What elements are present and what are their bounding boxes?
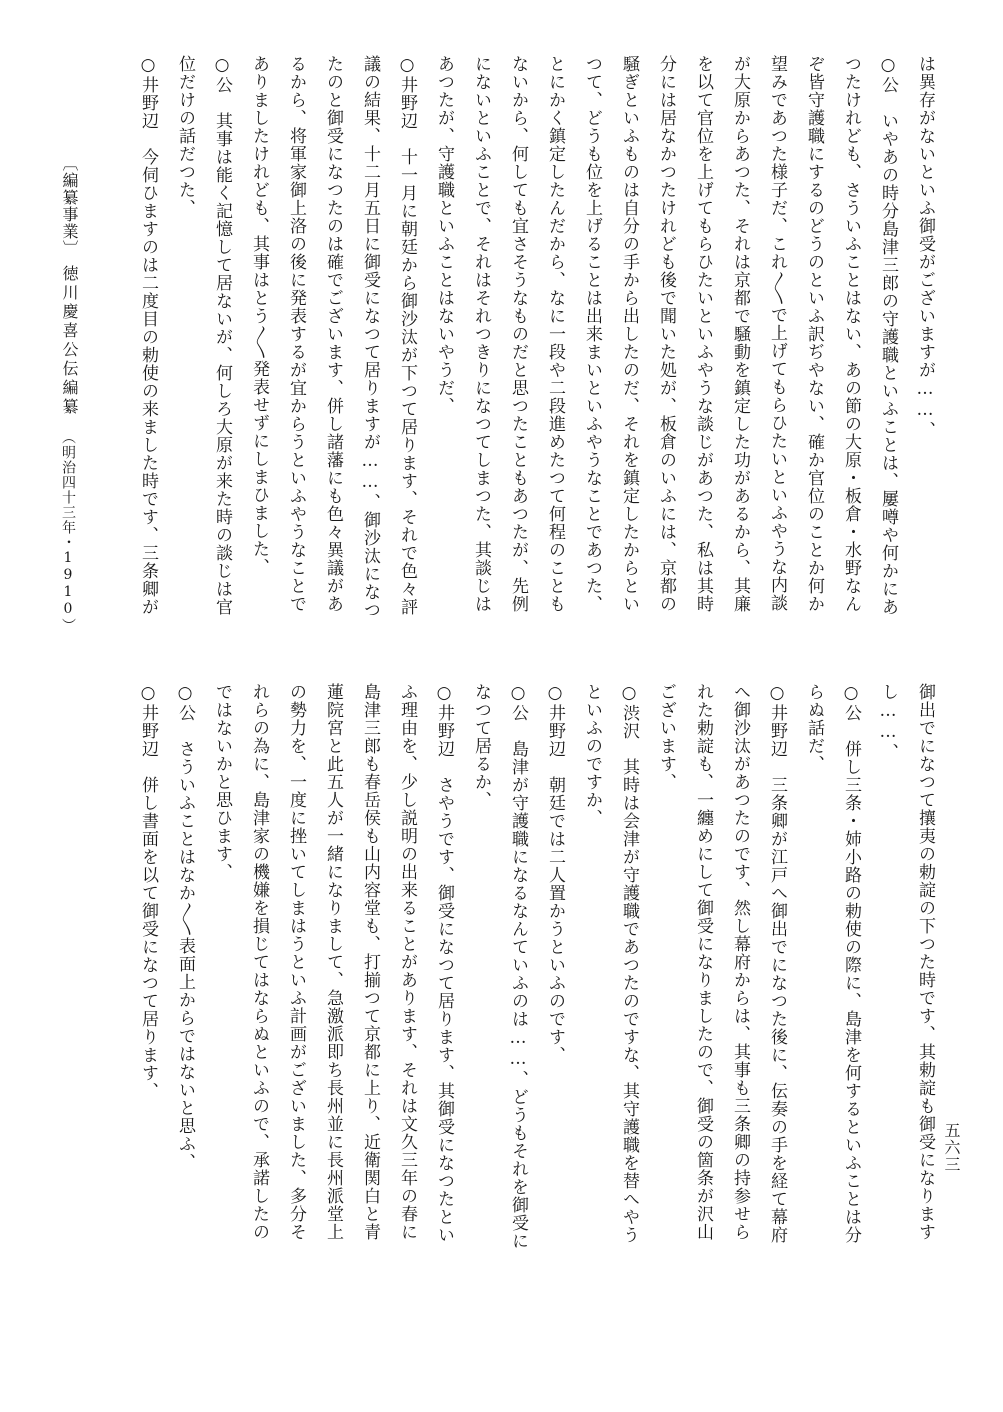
text-line: ぞ皆守護職にするのどうのといふ訳ぢやない、確か官位のことか何か <box>804 55 824 613</box>
text-line: といふのですか、 <box>582 683 602 827</box>
text-line: ではないかと思ひます、 <box>212 683 232 881</box>
text-line: ○公 島津が守護職になるなんていふのは……、どうもそれを御受に <box>508 683 528 1250</box>
text-line: あつたが、守護職といふことはないやうだ、 <box>434 55 454 415</box>
text-line: 分には居なかつたけれども後で聞いた処が、板倉のいふには、京都の <box>656 55 676 613</box>
text-line: れた勅諚も、一纏めにして御受になりましたので、御受の箇条が沢山 <box>693 683 713 1241</box>
text-line: の勢力を、一度に挫いてしまはうといふ計画がございました、多分そ <box>286 683 306 1241</box>
text-line: ○公 其事は能く記憶して居ないが、何しろ大原が来た時の談じは官 <box>212 55 232 616</box>
text-line: 蓮院宮と此五人が一緒になりまして、急激派即ち長州並に長州派堂上 <box>323 683 343 1241</box>
text-line: らぬ話だ、 <box>804 683 824 773</box>
text-line: にないといふことで、それはそれつきりになつてしまつた、其談じは <box>471 55 491 613</box>
text-line: ○井野辺 さやうです、御受になつて居ります、其御受になつたとい <box>434 683 454 1244</box>
running-header-title: 徳川慶喜公伝編纂 <box>60 265 79 417</box>
text-line: 騒ぎといふものは自分の手から出したのだ、それを鎮定したからとい <box>619 55 639 613</box>
text-line: ○公 併し三条・姉小路の勅使の際に、島津を何するといふことは分 <box>841 683 861 1244</box>
text-line: を以て官位を上げてもらひたいといふやうな談じがあつた、私は其時 <box>693 55 713 613</box>
text-line: ○井野辺 併し書面を以て御受になつて居ります、 <box>138 683 158 1100</box>
text-line: 島津三郎も春岳侯も山内容堂も、打揃つて京都に上り、近衛関白と青 <box>360 683 380 1241</box>
text-line: るから、将軍家御上洛の後に発表するが宜からうといふやうなことで <box>286 55 306 613</box>
text-line: ありましたけれども、其事はとう〳〵発表せずにしまひました、 <box>249 55 269 576</box>
text-line: つたけれども、さういふことはない、あの節の大原・板倉・水野なん <box>841 55 861 613</box>
text-line: が大原からあつた、それは京都で騒動を鎮定した功があるから、其廉 <box>730 55 750 613</box>
text-line: ○井野辺 三条卿が江戸へ御出でになつた後に、伝奏の手を経て幕府 <box>767 683 787 1244</box>
running-header-series: 〔編纂事業〕 <box>60 155 79 257</box>
text-line: 望みであつた様子だ、これ〳〵で上げてもらひたいといふやうな内談 <box>767 55 787 612</box>
text-line: れらの為に、島津家の機嫌を損じてはならぬといふので、承諾したの <box>249 683 269 1241</box>
text-line: 位だけの話だつた、 <box>175 55 195 217</box>
text-line: ○公 いやあの時分島津三郎の守護職といふことは、屢噂や何かにあ <box>878 55 898 616</box>
text-line: ○井野辺 十一月に朝廷から御沙汰が下つて居ります、それで色々評 <box>397 55 417 616</box>
text-line: ○渋沢 其時は会津が守護職であつたのですな、其守護職を替へやう <box>619 683 639 1244</box>
text-line: なつて居るか、 <box>471 683 491 809</box>
text-line: し……、 <box>878 683 898 761</box>
text-line: は異存がないといふ御受がございますが……、 <box>915 55 935 439</box>
text-line: 議の結果、十二月五日に御受になつて居りますが……、御沙汰になつ <box>360 55 380 619</box>
text-line: ございます、 <box>656 683 676 791</box>
text-line: とにかく鎮定したんだから、なに一段や二段進めたつて何程のことも <box>545 55 565 613</box>
text-line: へ御沙汰があつたのです、然し幕府からは、其事も三条卿の持参せら <box>730 683 750 1241</box>
text-line: 御出でになつて攘夷の勅諚の下つた時です、其勅諚も御受になります <box>915 683 935 1241</box>
text-line: ○井野辺 今伺ひますのは二度目の勅使の来ました時です、三条卿が <box>138 55 158 616</box>
text-line: たのと御受になつたのは確でございます、併し諸藩にも色々異議があ <box>323 55 343 613</box>
text-line: ふ理由を、少し説明の出来ることがあります、それは文久三年の春に <box>397 683 417 1241</box>
text-line: ないから、何しても宜さそうなものだと思つたこともあつたが、先例 <box>508 55 528 613</box>
text-line: ○井野辺 朝廷では二人置かうといふのです、 <box>545 683 565 1064</box>
text-line: ○公 さういふことはなか〳〵表面上からではないと思ふ、 <box>175 683 195 1171</box>
text-line: つて、どうも位を上げることは出来まいといふやうなことであつた、 <box>582 55 602 613</box>
running-header-date: （明治四十三年・1910） <box>60 430 76 633</box>
page-number: 五六三 <box>942 1122 961 1173</box>
